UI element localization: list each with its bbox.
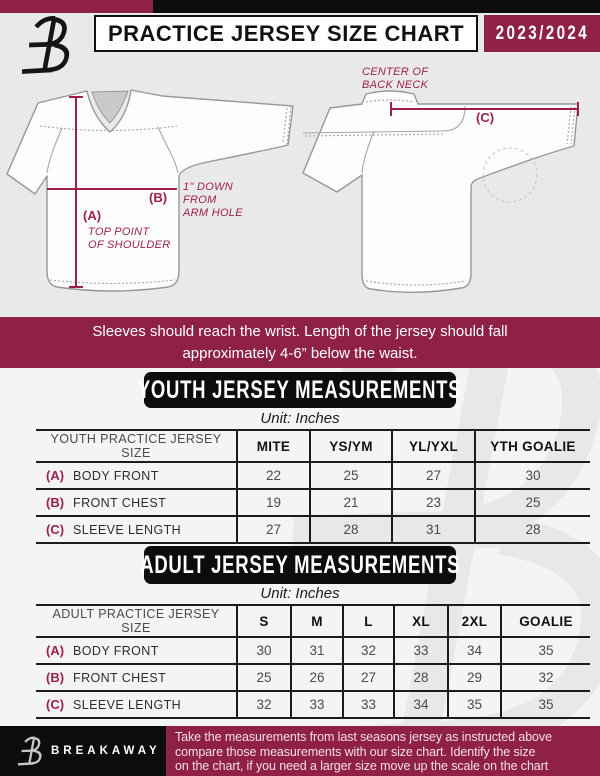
row-label: SLEEVE LENGTH	[73, 697, 182, 712]
top-strip-black	[153, 0, 600, 13]
cell-value: 27	[392, 462, 475, 489]
cell-value: 25	[475, 489, 590, 516]
cell-value: 25	[237, 664, 291, 691]
table-row	[36, 691, 590, 718]
cell-value: 31	[291, 637, 343, 664]
back-jersey-diagram	[303, 91, 578, 292]
table-row	[36, 489, 590, 516]
cell-value: 29	[448, 664, 501, 691]
footer-instructions	[166, 726, 600, 776]
banner-line2: approximately 4-6” below the waist.	[182, 345, 418, 362]
cell-value: 32	[237, 691, 291, 718]
breakaway-logo-icon	[20, 15, 72, 75]
adult-unit-label: Unit: Inches	[260, 585, 340, 602]
label-a-note: TOP POINT OF SHOULDER	[88, 226, 171, 251]
adult-size-table	[36, 604, 590, 719]
table-row	[36, 516, 590, 543]
cell-value: 30	[475, 462, 590, 489]
youth-unit-label: Unit: Inches	[260, 410, 340, 427]
cell-value: 35	[448, 691, 501, 718]
youth-col-goalie: YTH GOALIE	[475, 430, 590, 462]
row-label: FRONT CHEST	[73, 495, 167, 510]
row-label: BODY FRONT	[73, 643, 159, 658]
table-row	[36, 664, 590, 691]
cell-value: 32	[343, 637, 394, 664]
adult-col-goalie: GOALIE	[501, 605, 590, 637]
footer-brand-name: BREAKAWAY	[51, 745, 161, 757]
youth-size-col-header: YOUTH PRACTICE JERSEY SIZE	[50, 432, 222, 460]
footer-note-line2: compare those measurements with our size chart. Identify the size	[175, 744, 536, 759]
cell-value: 28	[394, 664, 448, 691]
adult-size-col-header: ADULT PRACTICE JERSEY SIZE	[52, 607, 220, 635]
cell-value: 35	[501, 637, 590, 664]
youth-col-ysym: YS/YM	[310, 430, 392, 462]
table-row	[36, 637, 590, 664]
row-letter: (A)	[46, 642, 65, 658]
cell-value: 28	[310, 516, 392, 543]
top-accent-strip	[0, 0, 600, 13]
row-letter: (C)	[46, 521, 65, 537]
jersey-diagrams	[0, 75, 600, 310]
cell-value: 27	[237, 516, 310, 543]
youth-col-mite: MITE	[237, 430, 310, 462]
cell-value: 34	[394, 691, 448, 718]
cell-value: 26	[291, 664, 343, 691]
cell-value: 19	[237, 489, 310, 516]
cell-value: 22	[237, 462, 310, 489]
cell-value: 23	[392, 489, 475, 516]
cell-value: 25	[310, 462, 392, 489]
footer-note-line1: Take the measurements from last seasons jersey as instructed above	[175, 730, 552, 744]
cell-value: 33	[343, 691, 394, 718]
row-letter: (C)	[46, 696, 65, 712]
row-letter: (A)	[46, 467, 65, 483]
page-title-box	[94, 15, 478, 52]
cell-value: 28	[475, 516, 590, 543]
cell-value: 27	[343, 664, 394, 691]
cell-value: 34	[448, 637, 501, 664]
row-label: FRONT CHEST	[73, 670, 167, 685]
label-b-tag: (B)	[149, 190, 168, 205]
adult-col-l: L	[343, 605, 394, 637]
youth-table-header-row	[36, 430, 590, 462]
label-a-tag: (A)	[83, 208, 102, 223]
label-b-note: 1" DOWN FROM ARM HOLE	[183, 181, 243, 219]
adult-col-2xl: 2XL	[448, 605, 501, 637]
adult-table-header-row	[36, 605, 590, 637]
cell-value: 33	[291, 691, 343, 718]
season-label: 2023/2024	[495, 22, 589, 44]
adult-col-m: M	[291, 605, 343, 637]
season-badge	[484, 15, 600, 52]
fit-instruction-banner	[0, 317, 600, 368]
row-letter: (B)	[46, 494, 65, 510]
cell-value: 32	[501, 664, 590, 691]
cell-value: 31	[392, 516, 475, 543]
footer-brand-block	[0, 726, 166, 776]
label-c-note: CENTER OF BACK NECK	[362, 66, 429, 91]
cell-value: 21	[310, 489, 392, 516]
cell-value: 30	[237, 637, 291, 664]
table-row	[36, 462, 590, 489]
row-label: SLEEVE LENGTH	[73, 522, 182, 537]
row-label: BODY FRONT	[73, 468, 159, 483]
cell-value: 33	[394, 637, 448, 664]
footer-note-line3: on the chart, if you need a larger size move up the scale on the chart	[175, 759, 549, 773]
label-c-tag: (C)	[476, 110, 495, 125]
page-title: PRACTICE JERSEY SIZE CHART	[107, 20, 465, 46]
youth-size-table	[36, 429, 590, 544]
top-strip-maroon	[0, 0, 153, 13]
cell-value: 35	[501, 691, 590, 718]
breakaway-logo-icon	[17, 736, 43, 766]
adult-col-xl: XL	[394, 605, 448, 637]
youth-col-ylyxl: YL/YXL	[392, 430, 475, 462]
footer	[0, 726, 600, 776]
adult-col-s: S	[237, 605, 291, 637]
youth-section-heading: YOUTH JERSEY MEASUREMENTS	[144, 372, 456, 408]
banner-line1: Sleeves should reach the wrist. Length of the jersey should fall	[92, 323, 508, 340]
row-letter: (B)	[46, 669, 65, 685]
adult-section-heading: ADULT JERSEY MEASUREMENTS	[144, 546, 456, 584]
